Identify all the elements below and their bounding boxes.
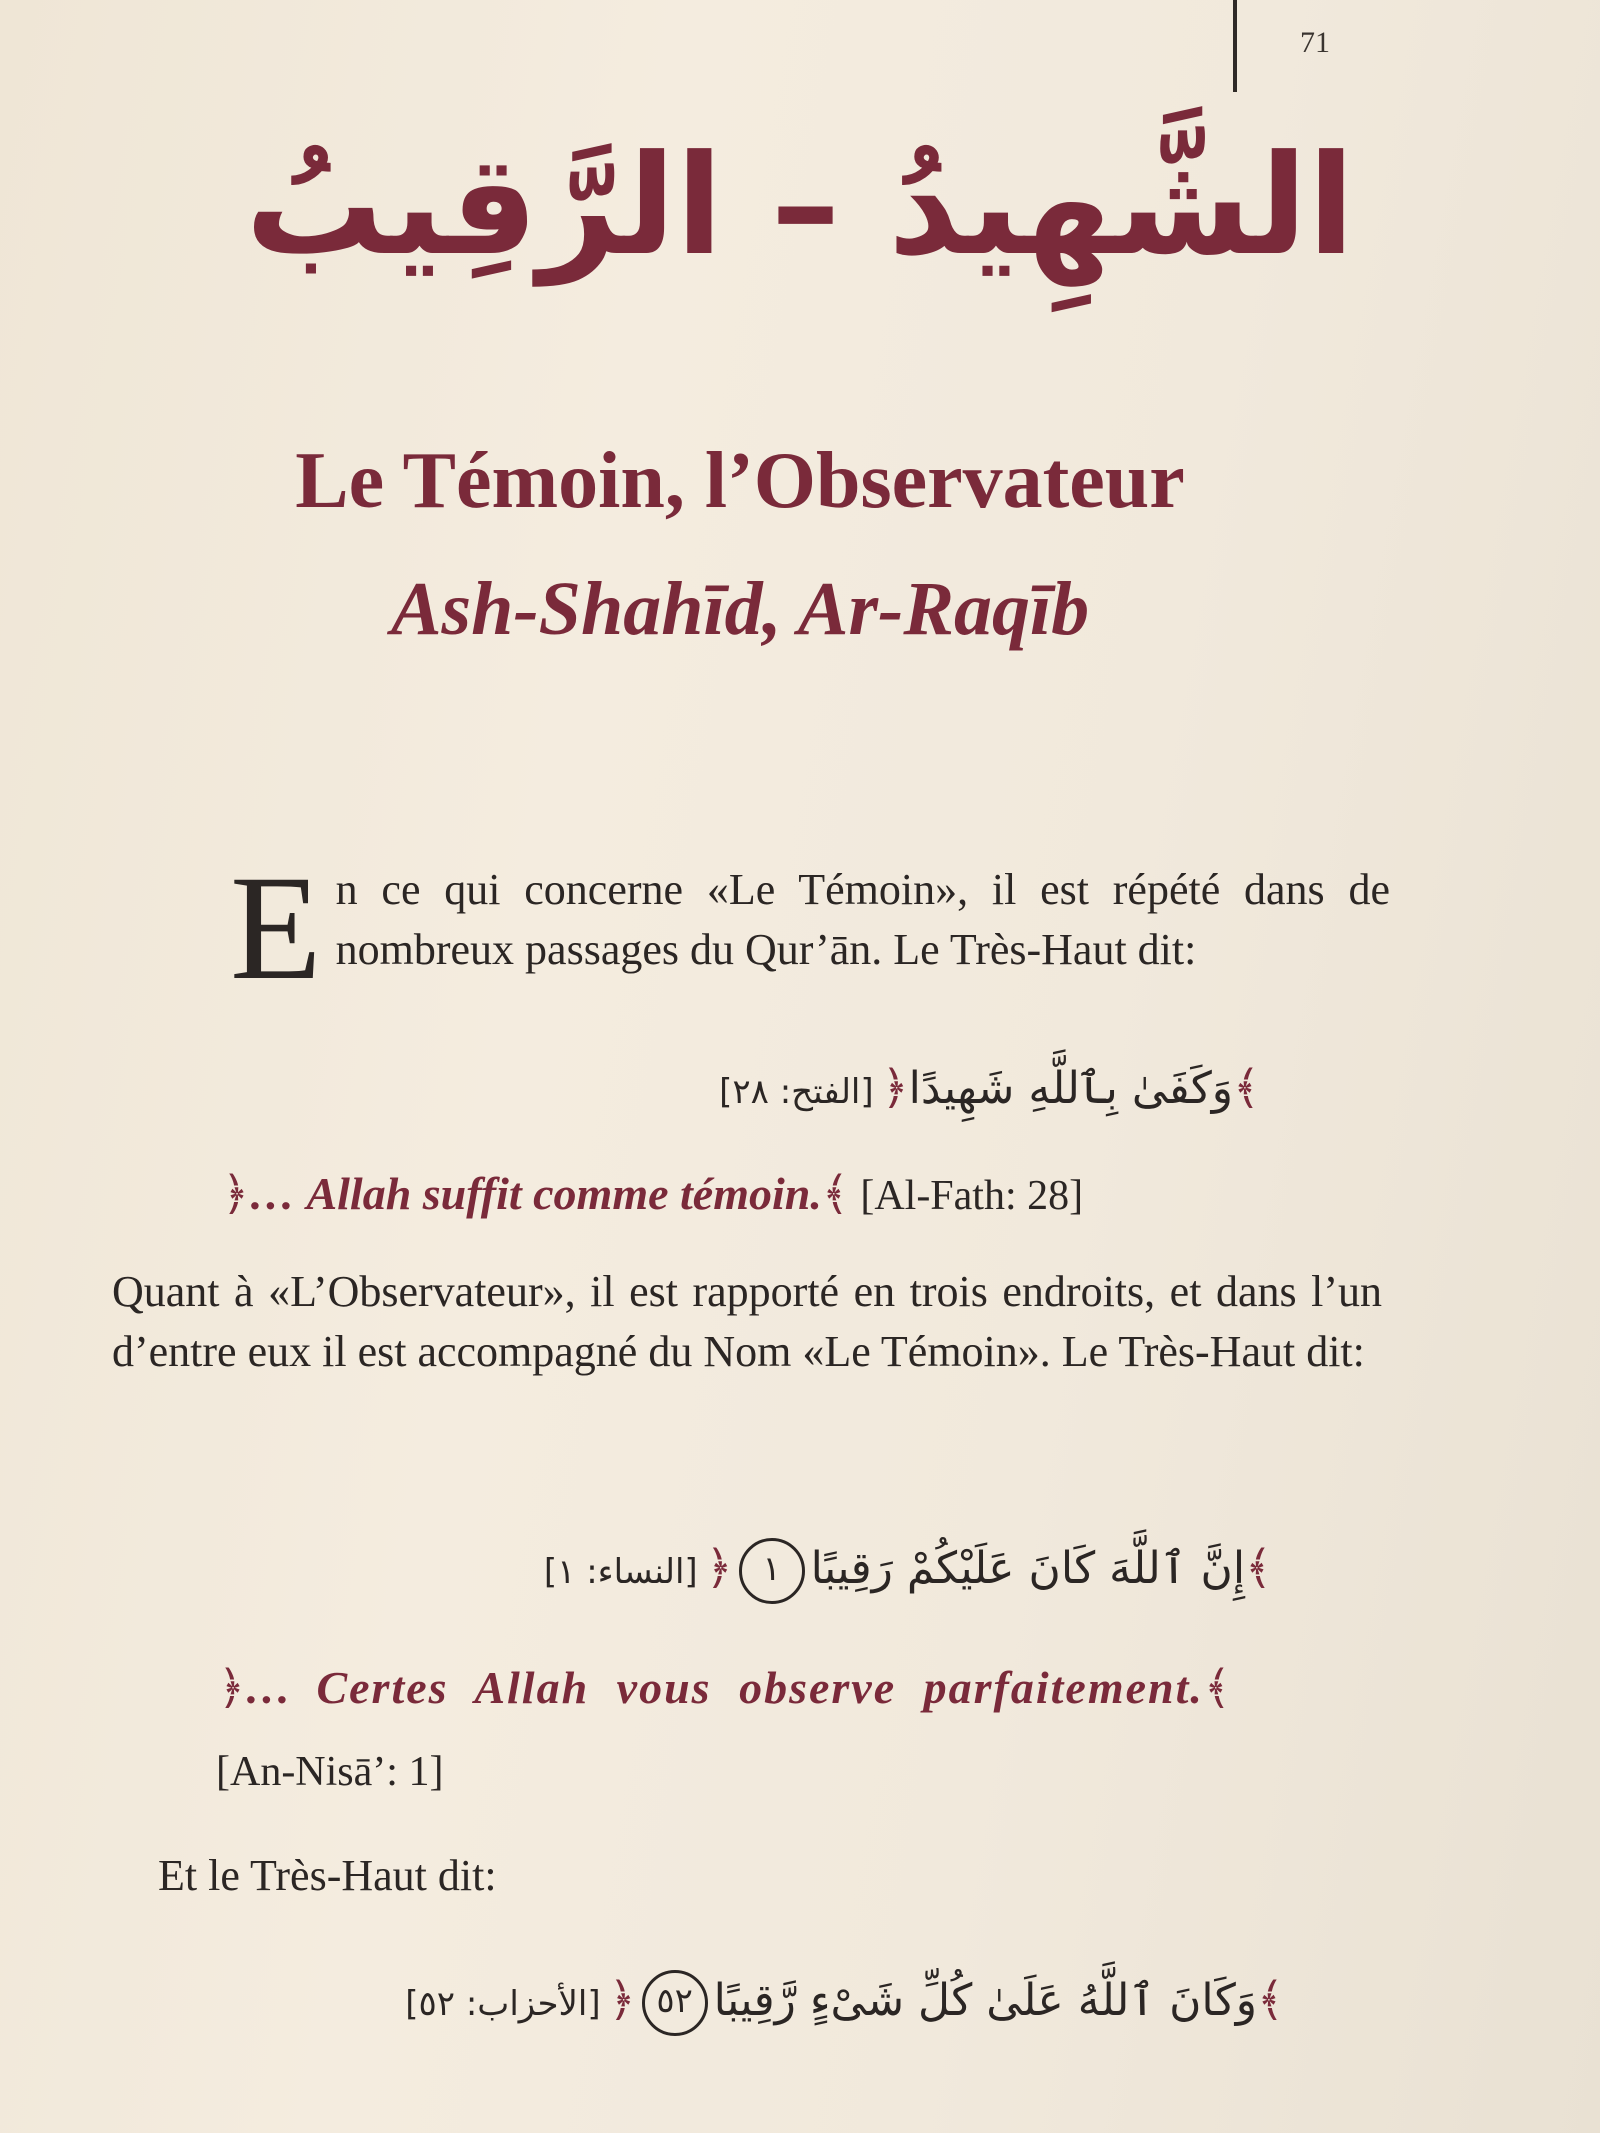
verse-arabic-3	[397, 1970, 1284, 2036]
observer-paragraph: Quant à «L’Observateur», il est rapporté en trois endroits, et dans l’un d’entre eux il est accompagné du Nom «Le Témoin». Le Très-Haut dit:	[112, 1267, 1382, 1376]
verse-translation-1	[222, 1166, 1083, 1220]
drop-cap: E	[230, 845, 322, 1011]
ornament-close-icon: ﴿	[608, 1972, 636, 2026]
verse-arabic-text: إِنَّ ٱللَّهَ كَانَ عَلَيْكُمْ رَقِيبًا	[810, 1543, 1246, 1594]
verse-arabic-ref: [النساء: ١]	[543, 1552, 698, 1592]
ayah-number-medallion: ٥٢	[642, 1970, 708, 2036]
verse-translation-text: … Certes Allah vous observe parfaitement.	[244, 1662, 1204, 1713]
verse-arabic-2	[536, 1538, 1272, 1604]
ornament-close-icon: ﴾	[821, 1168, 849, 1219]
verse-translation-text: … Allah suffit comme témoin.	[248, 1168, 822, 1219]
ornament-open-icon: ﴾	[1233, 1060, 1260, 1114]
verse-arabic-1	[711, 1060, 1260, 1114]
transliteration-title: Ash-Shahīd, Ar-Raqīb	[390, 567, 1090, 651]
header-rule	[1233, 0, 1237, 92]
closing-paragraph: Et le Très-Haut dit:	[158, 1851, 497, 1900]
ornament-close-icon: ﴾	[1203, 1662, 1231, 1713]
ornament-open-icon: ﴿	[222, 1168, 249, 1219]
verse-arabic-ref: [الأحزاب: ٥٢]	[405, 1984, 601, 2024]
ornament-open-icon: ﴾	[1257, 1972, 1284, 2026]
verse-arabic-text: وَكَانَ ٱللَّهُ عَلَىٰ كُلِّ شَىْءٍ رَّقِيبًا	[713, 1975, 1258, 2026]
verse-arabic-ref: [الفتح: ٢٨]	[719, 1072, 874, 1112]
verse-translation-2	[218, 1660, 1231, 1714]
french-title: Le Témoin, l’Observateur	[295, 437, 1185, 525]
ayah-number-medallion: ١	[739, 1538, 805, 1604]
arabic-title: الشَّهِيدُ – الرَّقِيبُ	[245, 125, 1355, 286]
intro-paragraph	[230, 845, 1390, 1011]
ornament-open-icon: ﴿	[218, 1662, 245, 1713]
verse-arabic-text: وَكَفَىٰ بِٱللَّهِ شَهِيدًا	[908, 1063, 1234, 1114]
page-number: 71	[1300, 26, 1330, 59]
verse-reference: [An-Nisā’: 1]	[216, 1749, 444, 1795]
ornament-close-icon: ﴿	[705, 1540, 733, 1594]
ornament-close-icon: ﴿	[881, 1060, 909, 1114]
verse-reference: [Al-Fath: 28]	[860, 1173, 1084, 1219]
ornament-open-icon: ﴾	[1245, 1540, 1272, 1594]
intro-text: n ce qui concerne «Le Témoin», il est répété dans de nombreux passages du Qur’ān. Le Très-Haut dit:	[335, 865, 1390, 974]
